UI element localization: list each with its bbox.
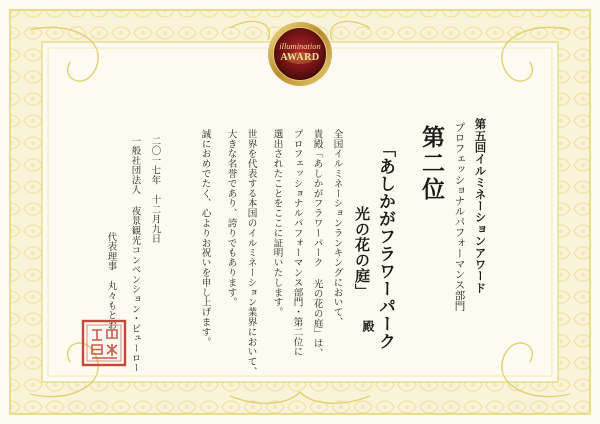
body-line: 全国イルミネーションランキングにおいて、: [331, 129, 343, 327]
body-line: 大きな名誉であり、誇りでもあります。: [225, 129, 237, 308]
issue-date: 二〇一七年 十二月九日: [149, 136, 161, 244]
entrant-name-line1: 「あしかがフラワーパーク: [375, 140, 395, 350]
seal-word-bottom: AWARD: [280, 52, 320, 63]
body-line: 選出されたことをここに証明いたします。: [271, 129, 283, 318]
award-title: 第五回イルミネーションアワード: [473, 118, 488, 294]
rank-title: 第二位: [418, 125, 445, 203]
body-line: プロフェッショナルパフォーマンス部門・第二位に: [291, 129, 303, 357]
body-line: 世界を代表する本国のイルミネーション業界において、: [245, 129, 257, 377]
body-line: 貴殿「あしかがフラワーパーク 光の花の庭」は、: [311, 129, 323, 359]
seal-word-top: illumination: [279, 41, 321, 51]
award-seal: [268, 22, 332, 86]
hanko-stamp: [80, 318, 128, 368]
honorific: 殿: [361, 320, 375, 332]
issuer-name: 一般社団法人 夜景観光コンベンション・ビューロー: [129, 136, 141, 373]
entrant-name-line2: 光の花の庭」: [353, 206, 371, 299]
signatory: 代表理事 丸々もとお: [105, 232, 117, 330]
body-line: 誠におめでたく、心よりお祝いを申し上げます。: [199, 129, 211, 347]
division-name: プロフェッショナルパフォーマンス部門: [453, 122, 466, 311]
